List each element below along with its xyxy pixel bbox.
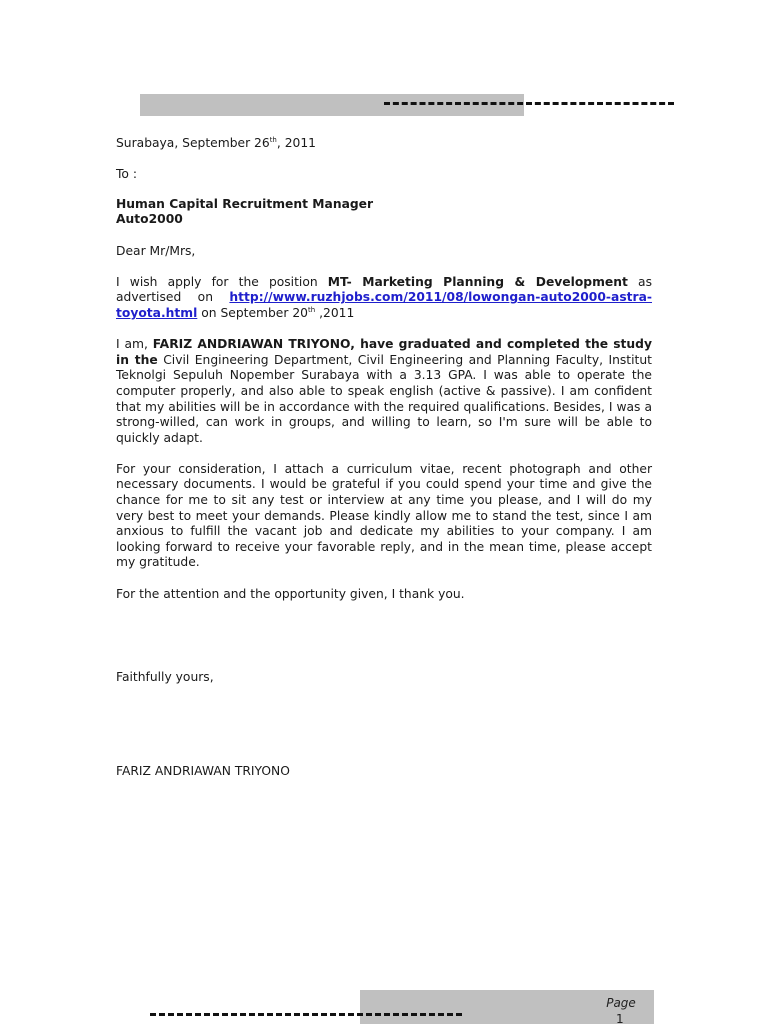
- footer-dashed-rule: [150, 1013, 462, 1016]
- letter-date: Surabaya, September 26th, 2011: [116, 135, 316, 150]
- job-ad-link[interactable]: http://www.ruzhjobs.com/2011/08/lowongan-auto2000-astra-toyota.html: [116, 290, 652, 320]
- header-gray-bar: [140, 94, 524, 116]
- recipient: [116, 197, 652, 228]
- graduated-statement: have graduated and completed the study in the: [116, 337, 652, 367]
- salutation: Dear Mr/Mrs,: [116, 243, 196, 258]
- page-label: Page: [606, 996, 636, 1010]
- paragraph-thanks: For the attention and the opportunity given, I thank you.: [116, 586, 465, 601]
- paragraph-position: I wish apply for the position MT- Marketing Planning & Development as advertised on http://www.ruzhjobs.com/2011/08/lowongan-auto2000-astra-toyota.html on September 20th ,2011: [116, 274, 652, 320]
- closing: Faithfully yours,: [116, 670, 214, 684]
- signature-name: FARIZ ANDRIAWAN TRIYONO: [116, 764, 290, 778]
- applicant-name: FARIZ ANDRIAWAN TRIYONO: [152, 337, 351, 352]
- paragraph-qualifications: I am, FARIZ ANDRIAWAN TRIYONO, have graduated and completed the study in the Civil Engineering Department, Civil Engineering and Planning Faculty, Institut Teknolgi Sepuluh Nopember Surabaya with a 3.13 GPA. I was able to operate the computer properly, and also able to speak english (active & passive). I am confident that my abilities will be in accordance with the required qualifications. Besides, I was a strong-willed, can work in groups, and willing to learn, so I'm sure will be able to quickly adapt.: [116, 337, 652, 445]
- recipient-company: Auto2000: [116, 212, 183, 227]
- to-label: To :: [116, 167, 137, 182]
- letter-body: [116, 136, 652, 618]
- page-number: 1: [616, 1012, 624, 1026]
- paragraph-consideration: For your consideration, I attach a curriculum vitae, recent photograph and other necessary documents. I would be grateful if you could spend your time and give the chance for me to sit any test or interview at any time you please, and I will do my very best to meet your demands. Please kindly allow me to stand the test, since I am anxious to fulfill the vacant job and dedicate my abilities to your company. I am looking forward to receive your favorable reply, and in the mean time, please accept my gratitude.: [116, 461, 652, 570]
- header-dashed-rule: [384, 102, 674, 105]
- recipient-title: Human Capital Recruitment Manager: [116, 196, 374, 211]
- position-title: MT- Marketing Planning & Development: [327, 274, 628, 289]
